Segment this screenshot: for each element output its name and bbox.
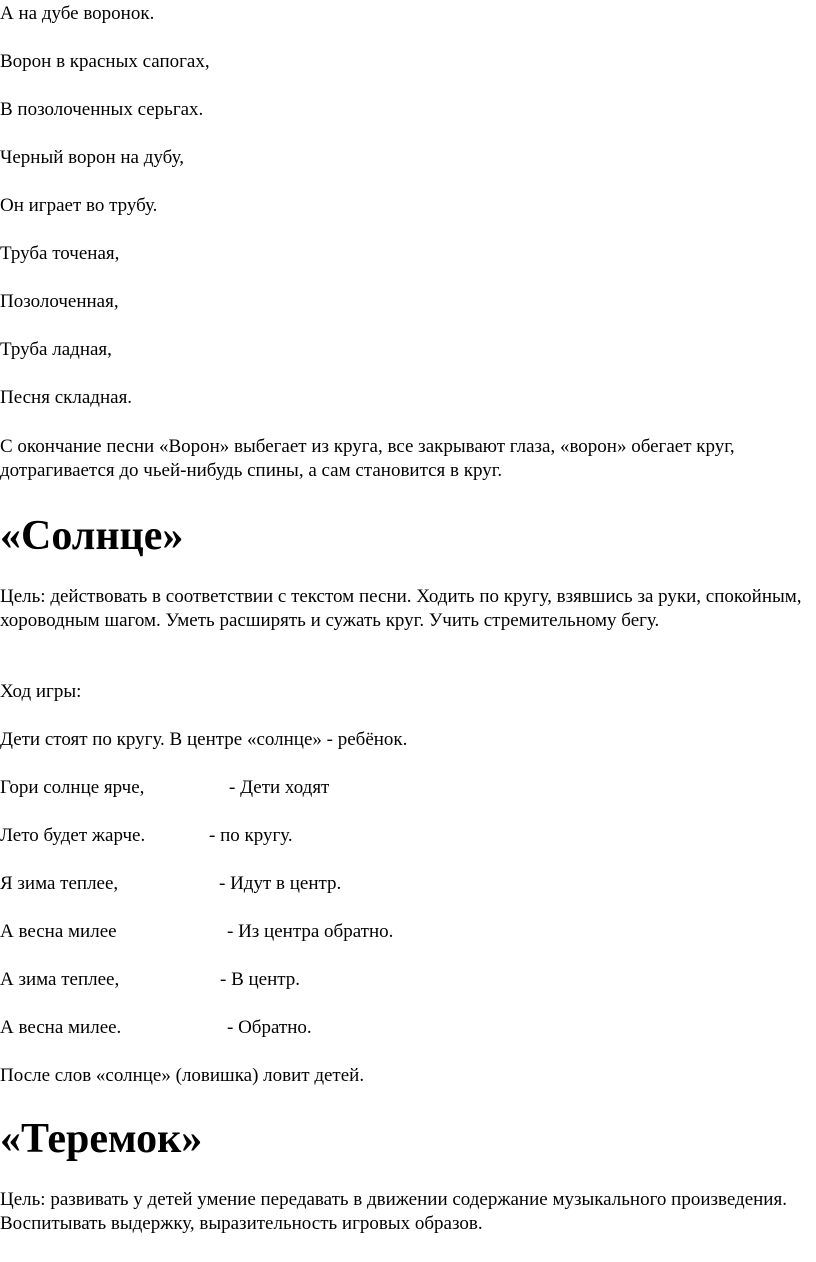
song-row — [0, 969, 816, 991]
section-title-teremok: «Теремок» — [0, 1116, 203, 1162]
song-row — [0, 1017, 816, 1039]
song-row-action: - В центр. — [220, 969, 301, 990]
raven-rules-paragraph: С окончание песни «Ворон» выбегает из круга, все закрывают глаза, «ворон» обегает круг, дотрагивается до чьей-нибудь спины, а сам становится в круг. — [0, 436, 735, 481]
verse-line: Труба точеная, — [0, 243, 120, 264]
verse-line: Позолоченная, — [0, 291, 119, 312]
song-row-action: - Из центра обратно. — [227, 921, 394, 942]
game-ending-line: После слов «солнце» (ловишка) ловит детей. — [0, 1065, 365, 1086]
verse-line: Песня складная. — [0, 387, 133, 408]
teremok-goal-paragraph: Цель: развивать у детей умение передавать в движении содержание музыкального произведения. Воспитывать выдержку, выразительность игровых образов. — [0, 1189, 787, 1234]
game-setup-line: Дети стоят по кругу. В центре «солнце» - ребёнок. — [0, 729, 408, 750]
verse-line: Он играет во трубу. — [0, 195, 158, 216]
song-row-text: Я зима теплее, — [0, 873, 119, 894]
song-row-text: Лето будет жарче. — [0, 825, 146, 846]
song-row — [0, 825, 816, 847]
verse-line: А на дубе воронок. — [0, 3, 155, 24]
song-row-action: - Обратно. — [227, 1017, 312, 1038]
song-row-text: Гори солнце ярче, — [0, 777, 145, 798]
song-row — [0, 921, 816, 943]
song-row-action: - Идут в центр. — [219, 873, 342, 894]
verse-line: В позолоченных серьгах. — [0, 99, 204, 120]
song-row — [0, 873, 816, 895]
game-course-label: Ход игры: — [0, 681, 82, 702]
song-row-text: А весна милее. — [0, 1017, 122, 1038]
sun-goal-paragraph: Цель: действовать в соответствии с текстом песни. Ходить по кругу, взявшись за руки, спокойным, хороводным шагом. Уметь расширять и сужать круг. Учить стремительному бегу. — [0, 586, 802, 631]
song-row — [0, 777, 816, 799]
song-row-text: А весна милее — [0, 921, 117, 942]
verse-line: Черный ворон на дубу, — [0, 147, 184, 168]
song-row-text: А зима теплее, — [0, 969, 120, 990]
section-title-sun: «Солнце» — [0, 513, 184, 559]
song-row-action: - Дети ходят — [229, 777, 330, 798]
song-row-action: - по кругу. — [209, 825, 293, 846]
verse-line: Труба ладная, — [0, 339, 112, 360]
verse-line: Ворон в красных сапогах, — [0, 51, 210, 72]
